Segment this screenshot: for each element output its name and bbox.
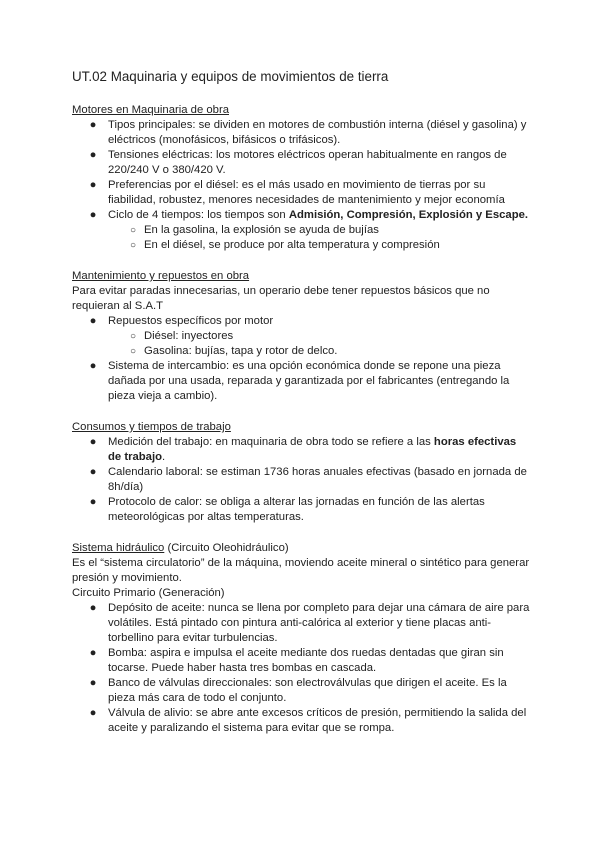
list-item: ● Tipos principales: se dividen en motores de combustión interna (diésel y gasolina) y eléctricos (monofásicos, bifásicos o trifásicos). [89, 119, 527, 146]
bold-text: Admisión, Compresión, Explosión y Escape. [288, 209, 529, 221]
list-item: ● Repuestos específicos por motor [89, 315, 274, 327]
list-item: ● Medición del trabajo: en maquinaria de obra todo se refiere a las horas efectivas de trabajo. [89, 436, 517, 463]
bullet-icon: ● [89, 315, 97, 327]
heading-text: Consumos y tiempos de trabajo [72, 421, 231, 433]
section-heading [72, 420, 532, 435]
bullet-icon: ● [89, 149, 97, 161]
list-item: ● Bomba: aspira e impulsa el aceite mediante dos ruedas dentadas que giran sin tocarse. Puede haber hasta tres bombas en cascada. [89, 647, 504, 674]
bullet-icon: ● [89, 496, 97, 508]
bullet-icon: ● [89, 707, 97, 719]
hollow-bullet-icon: ○ [129, 225, 137, 236]
section-heading [72, 269, 532, 284]
section-heading [72, 541, 532, 556]
hollow-bullet-icon: ○ [129, 240, 137, 251]
sub-list-item: ○ Diésel: inyectores [129, 330, 234, 342]
bold-text: horas efectivas de trabajo [108, 436, 517, 463]
heading-suffix: (Circuito Oleohidráulico) [164, 542, 289, 554]
bullet-icon: ● [89, 209, 97, 221]
bullet-icon: ● [89, 360, 97, 372]
bullet-icon: ● [89, 647, 97, 659]
list-item: ● Preferencias por el diésel: es el más usado en movimiento de tierras por su fiabilidad, robustez, menores necesidades de mantenimiento y mejor economía [89, 179, 505, 206]
section-heading [72, 103, 532, 118]
heading-text: Mantenimiento y repuestos en obra [72, 270, 250, 282]
bullet-list [72, 314, 532, 404]
list-item: ● Protocolo de calor: se obliga a alterar las jornadas en función de las alertas meteorológicas por altas temperaturas. [89, 496, 485, 523]
section-mantenimiento [72, 269, 532, 404]
bullet-list [72, 118, 532, 253]
sub-list-item: ○ En el diésel, se produce por alta temperatura y compresión [129, 239, 440, 251]
list-item: ● Tensiones eléctricas: los motores eléctricos operan habitualmente en rangos de 220/240 V o 380/420 V. [89, 149, 507, 176]
sub-list-item: ○ En la gasolina, la explosión se ayuda de bujías [129, 224, 379, 236]
bullet-icon: ● [89, 466, 97, 478]
list-item: ● Ciclo de 4 tiempos: los tiempos son Admisión, Compresión, Explosión y Escape. [89, 209, 529, 221]
bullet-list [72, 435, 532, 525]
heading-text: Sistema hidráulico [72, 542, 165, 554]
section-intro: Es el “sistema circulatorio” de la máquina, moviendo aceite mineral o sintético para generar presión y movimiento. [72, 557, 530, 584]
subheading: Circuito Primario (Generación) [72, 587, 225, 599]
section-motores [72, 103, 532, 253]
heading-text: Motores en Maquinaria de obra [72, 104, 229, 116]
list-item: ● Depósito de aceite: nunca se llena por completo para dejar una cámara de aire para volátiles. Está pintado con pintura anti-calórica al exterior y tiene placas anti-torbellino para evitar turbulencias. [89, 602, 530, 644]
bullet-icon: ● [89, 677, 97, 689]
bullet-list [72, 601, 532, 736]
list-item: ● Válvula de alivio: se abre ante excesos críticos de presión, permitiendo la salida del aceite y paralizando el sistema para evitar que se rompa. [89, 707, 527, 734]
bullet-icon: ● [89, 119, 97, 131]
document-title: UT.02 Maquinaria y equipos de movimientos de tierra [72, 69, 389, 84]
list-item: ● Banco de válvulas direccionales: son electroválvulas que dirigen el aceite. Es la pieza más cara de todo el conjunto. [89, 677, 507, 704]
bullet-icon: ● [89, 179, 97, 191]
hollow-bullet-icon: ○ [129, 331, 137, 342]
hollow-bullet-icon: ○ [129, 346, 137, 357]
section-intro: Para evitar paradas innecesarias, un operario debe tener repuestos básicos que no requieran al S.A.T [72, 285, 490, 312]
document-page [72, 68, 532, 752]
bullet-icon: ● [89, 602, 97, 614]
section-consumos [72, 420, 532, 525]
section-hidraulico [72, 541, 532, 736]
list-item: ● Sistema de intercambio: es una opción económica donde se repone una pieza dañada por una usada, reparada y garantizada por el fabricantes (entregando la pieza vieja a cambio). [89, 360, 510, 402]
list-item: ● Calendario laboral: se estiman 1736 horas anuales efectivas (basado en jornada de 8h/día) [89, 466, 527, 493]
sub-list-item: ○ Gasolina: bujías, tapa y rotor de delco. [129, 345, 338, 357]
bullet-icon: ● [89, 436, 97, 448]
